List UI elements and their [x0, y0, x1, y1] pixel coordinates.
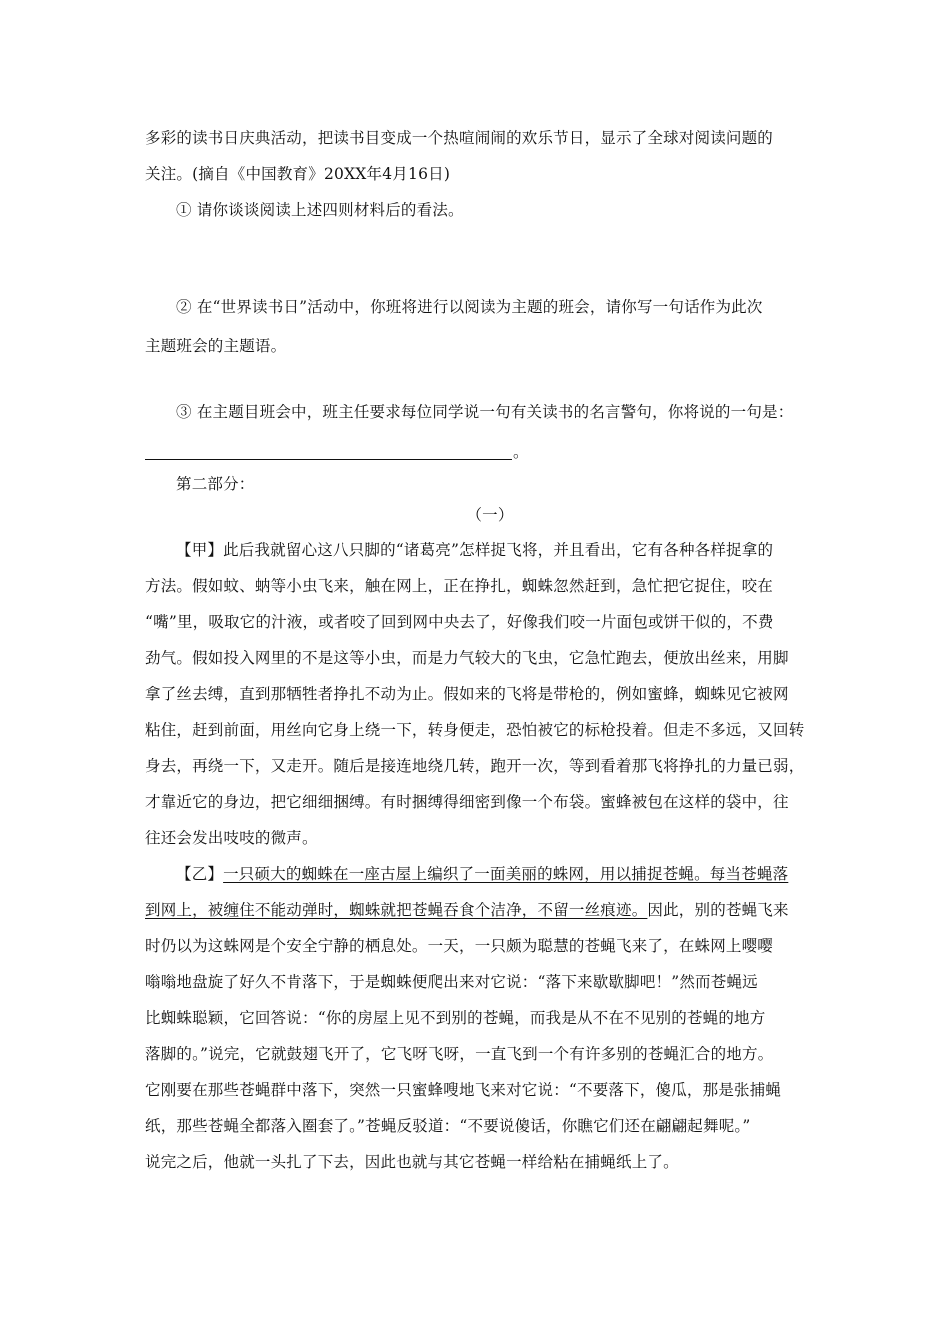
- passage-jia-line: 往还会发出吱吱的微声。: [145, 829, 318, 847]
- passage-jia-line: “嘴”里，吸取它的汁液，或者咬了回到网中央去了，好像我们咬一片面包或饼干似的，不费: [145, 613, 774, 631]
- question-1: ① 请你谈谈阅读上述四则材料后的看法。: [176, 201, 464, 219]
- passage-yi-label: 【乙】: [176, 865, 224, 883]
- passage-yi-line: 说完之后，他就一头扎了下去，因此也就与其它苍蝇一样给粘在捕蝇纸上了。: [145, 1153, 679, 1171]
- question-2-line-2: 主题班会的主题语。: [145, 337, 287, 355]
- answer-blank-period: 。: [513, 443, 529, 461]
- passage-yi-line-1: [176, 864, 846, 884]
- passage-yi-line: 嗡嗡地盘旋了好久不肯落下，于是蜘蛛便爬出来对它说：“落下来歇歇脚吧！”然而苍蝇远: [145, 973, 758, 991]
- question-2-line-1: ② 在“世界读书日”活动中，你班将进行以阅读为主题的班会，请你写一句话作为此次: [176, 298, 763, 316]
- underlined-sentence: 到网上，被缠住不能动弹时，蜘蛛就把苍蝇吞食个洁净，不留一丝痕迹。: [145, 901, 648, 919]
- passage-yi-line: 纸，那些苍蝇全都落入圈套了。”苍蝇反驳道：“不要说傻话，你瞧它们还在翩翩起舞呢。”: [145, 1117, 751, 1135]
- part-two-heading: 第二部分：: [176, 475, 255, 493]
- passage-yi-text: 因此，别的苍蝇飞来: [647, 901, 789, 919]
- passage-yi-line: 比蜘蛛聪颖，它回答说：“你的房屋上见不到别的苍蝇，而我是从不在不见别的苍蝇的地方: [145, 1009, 766, 1027]
- intro-line-1: 多彩的读书日庆典活动，把读书目变成一个热喧闹闹的欢乐节日，显示了全球对阅读问题的: [145, 129, 774, 147]
- underlined-sentence: 一只硕大的蜘蛛在一座古屋上编织了一面美丽的蛛网，用以捕捉苍蝇。每当苍蝇落: [223, 865, 789, 883]
- section-heading: （一）: [466, 506, 514, 524]
- passage-jia-line: 才靠近它的身边，把它细细捆缚。有时捆缚得细密到像一个布袋。蜜蜂被包在这样的袋中，往: [145, 793, 789, 811]
- passage-yi-line: 它刚要在那些苍蝇群中落下，突然一只蜜蜂嗖地飞来对它说：“不要落下，傻瓜，那是张捕蝇: [145, 1081, 782, 1099]
- passage-yi-line: 落脚的。”说完，它就鼓翅飞开了，它飞呀飞呀，一直飞到一个有许多别的苍蝇汇合的地方。: [145, 1045, 774, 1063]
- passage-jia-line: 劲气。假如投入网里的不是这等小虫，而是力气较大的飞虫，它急忙跑去，便放出丝来，用脚: [145, 649, 789, 667]
- passage-jia-line: 方法。假如蚊、蚋等小虫飞来，触在网上，正在挣扎，蜘蛛忽然赶到，急忙把它捉住，咬在: [145, 577, 774, 595]
- question-3: ③ 在主题目班会中，班主任要求每位同学说一句有关读书的名言警句，你将说的一句是：: [176, 403, 794, 421]
- passage-yi-line-2: [145, 900, 815, 920]
- passage-jia-line: 身去，再绕一下，又走开。随后是接连地绕几转，跑开一次，等到看着那飞将挣扎的力量已弱，: [145, 757, 805, 775]
- passage-jia-line: 拿了丝去缚，直到那牺牲者挣扎不动为止。假如来的飞将是带枪的，例如蜜蜂，蜘蛛见它被网: [145, 685, 789, 703]
- passage-jia-line: 【甲】此后我就留心这八只脚的“诸葛亮”怎样捉飞将，并且看出，它有各种各样捉拿的: [176, 541, 774, 559]
- passage-yi-line: 时仍以为这蛛网是个安全宁静的栖息处。一天，一只颇为聪慧的苍蝇飞来了，在蛛网上嘤嘤: [145, 937, 774, 955]
- passage-jia-line: 粘住，赶到前面，用丝向它身上绕一下，转身便走，恐怕被它的标枪投着。但走不多远，又回转: [145, 721, 805, 739]
- intro-line-2: 关注。(摘自《中国教育》20XX年4月16日): [145, 165, 451, 183]
- answer-blank-line[interactable]: [145, 459, 512, 460]
